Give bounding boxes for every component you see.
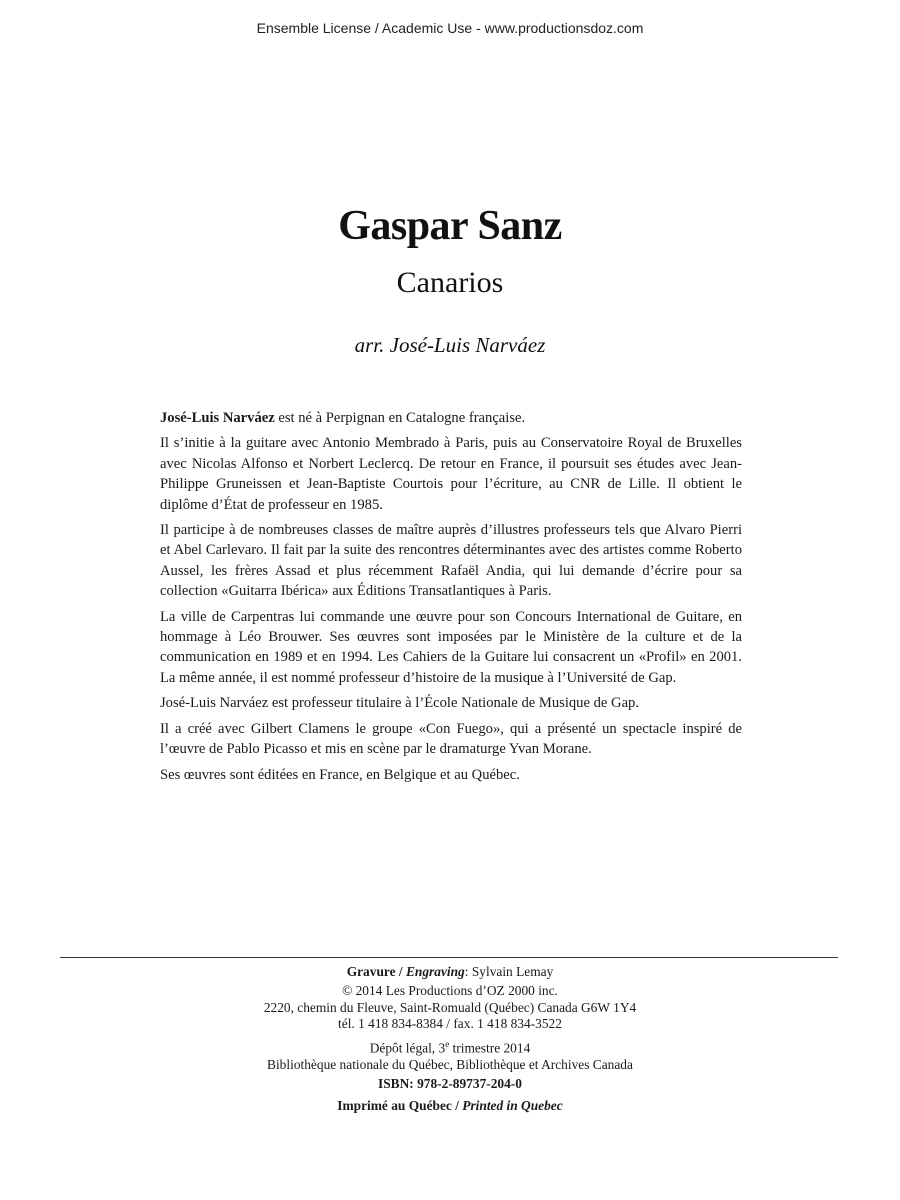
depot-line [0,1036,900,1057]
arranger-credit: arr. José-Luis Narváez [354,333,546,357]
phone-line: tél. 1 418 834-8384 / fax. 1 418 834-3522 [338,1016,562,1032]
bio-name: José-Luis Narváez [160,410,275,426]
bio-paragraph-7: Ses œuvres sont éditées en France, en Belgique et au Québec. [160,766,520,783]
depot-suffix: trimestre 2014 [449,1040,531,1056]
composer-title: Gaspar Sanz [338,203,562,249]
copyright-line: © 2014 Les Productions d’OZ 2000 inc. [342,983,558,999]
isbn-line: ISBN: 978-2-89737-204-0 [378,1075,522,1091]
bio-paragraph-4: La ville de Carpentras lui commande une œuvre pour son Concours International de Guitare, en hommage à Léo Brouwer. Ses œuvres sont imposées par le Ministère de la culture et de la communication en 1989 et en 1994. Les Cahiers de la Guitare lui consacrent un «Profil» en 2001. La même année, il est nommé professeur d’histoire de la musique à l’Université de Gap. [160,608,742,686]
bio-paragraph-3: Il participe à de nombreuses classes de maître auprès d’illustres professeurs tels que Alvaro Pierri et Abel Carlevaro. Il fait par la suite des rencontres déterminantes avec des artistes comme Roberto Aussel, les frères Assad et plus récemment Rafaël Andia, qui lui demande d’écrire pour sa collection «Guitarra Ibérica» aux Éditions Transatlantiques à Paris. [160,522,742,600]
gravure-label: Gravure / [346,964,406,979]
engraving-credit [0,964,900,980]
bio-paragraph-2: Il s’initie à la guitare avec Antonio Membrado à Paris, puis au Conservatoire Royal de Bruxelles avec Nicolas Alfonso et Norbert Leclercq. De retour en France, il poursuit ses études avec Jean-Philippe Gruneissen et Jean-Baptiste Courtois pour l’écriture, au CNR de Lille. Il obtient le diplôme d’État de professeur en 1985. [160,435,742,513]
biography [160,408,742,790]
colophon [0,964,900,1115]
bio-paragraph-6: Il a créé avec Gilbert Clamens le groupe «Con Fuego», qui a présenté un spectacle inspiré de l’œuvre de Pablo Picasso et mis en scène par le dramaturge Yvan Morane. [160,720,742,758]
bio-paragraph-5: José-Luis Narváez est professeur titulaire à l’École Nationale de Musique de Gap. [160,695,639,712]
footer-divider [60,957,838,958]
libraries-line: Bibliothèque nationale du Québec, Bibliothèque et Archives Canada [267,1056,633,1072]
engraving-label: Engraving [405,964,465,979]
depot-superscript: e [445,1038,450,1049]
address-line: 2220, chemin du Fleuve, Saint-Romuald (Québec) Canada G6W 1Y4 [263,999,637,1015]
piece-title: Canarios [396,266,504,299]
bio-p1-text: est né à Perpignan en Catalogne française. [274,410,526,426]
printed-en: Printed in Quebec [462,1098,563,1114]
depot-prefix: Dépôt légal, 3 [369,1040,446,1056]
license-notice: Ensemble License / Academic Use - www.productionsdoz.com [256,20,644,36]
bio-paragraph-1 [160,408,742,428]
engraver-name: : Sylvain Lemay [464,964,554,979]
printed-fr: Imprimé au Québec / [337,1098,463,1114]
printed-line [0,1098,900,1114]
